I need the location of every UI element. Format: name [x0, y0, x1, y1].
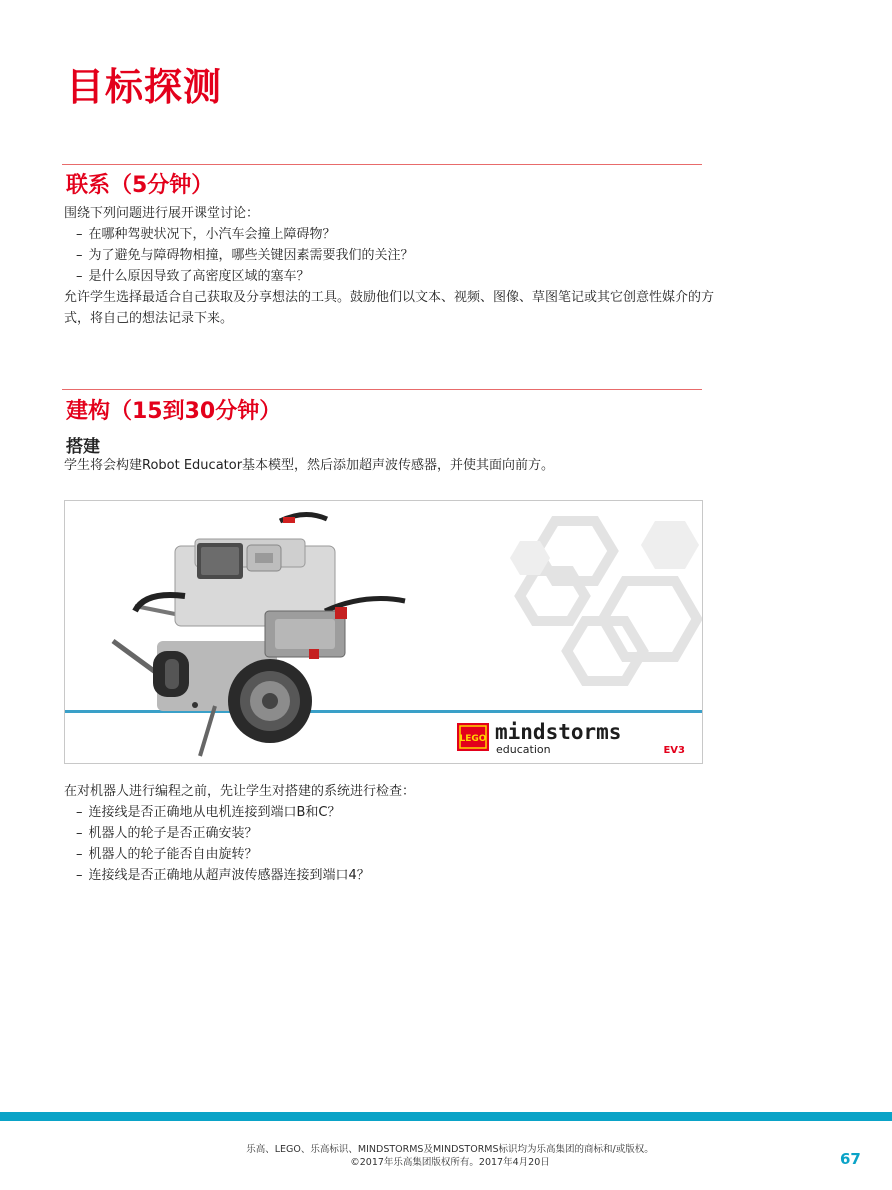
list-item: – 连接线是否正确地从电机连接到端口B和C？	[76, 805, 341, 820]
check-text: 机器人的轮子是否正确安装？	[88, 826, 258, 841]
check-text: 连接线是否正确地从超声波传感器连接到端口4？	[88, 868, 370, 883]
robot-illustration	[65, 501, 702, 763]
check-section-body	[64, 781, 714, 886]
connect-section-body	[64, 203, 714, 329]
list-item: – 机器人的轮子是否正确安装？	[76, 826, 258, 841]
list-item: – 在哪种驾驶状况下，小汽车会撞上障碍物？	[76, 227, 336, 242]
connect-question-list	[64, 224, 714, 287]
check-text: 机器人的轮子能否自由旋转？	[88, 847, 258, 862]
list-item: – 机器人的轮子能否自由旋转？	[76, 847, 258, 862]
check-intro: 在对机器人进行编程之前，先让学生对搭建的系统进行检查：	[64, 784, 416, 799]
footer-notice	[200, 1143, 700, 1169]
education-text: education	[496, 743, 551, 756]
connect-closing: 允许学生选择最适合自己获取及分享想法的工具。鼓励他们以文本、视频、图像、草图笔记或其它创意性媒介的方式，将自己的想法记录下来。	[64, 290, 715, 326]
lego-logo-text: LEGO	[459, 734, 487, 744]
construct-heading: 建构（15到30分钟）	[66, 399, 282, 424]
footer-bar	[0, 1112, 892, 1121]
robot-image	[64, 500, 703, 764]
question-text: 为了避免与障碍物相撞，哪些关键因素需要我们的关注？	[88, 248, 414, 263]
footer-trademark: 乐高、LEGO、乐高标识、MINDSTORMS及MINDSTORMS标识均为乐高集团的商标和/或版权。	[246, 1144, 654, 1155]
build-subheading: 搭建	[66, 437, 100, 457]
check-text: 连接线是否正确地从电机连接到端口B和C？	[88, 805, 341, 820]
list-item: – 是什么原因导致了高密度区域的塞车？	[76, 269, 310, 284]
list-item: – 为了避免与障碍物相撞，哪些关键因素需要我们的关注？	[76, 248, 414, 263]
question-text: 在哪种驾驶状况下，小汽车会撞上障碍物？	[88, 227, 336, 242]
list-item: – 连接线是否正确地从超声波传感器连接到端口4？	[76, 868, 370, 883]
section-divider	[62, 389, 702, 390]
ev3-text: EV3	[663, 745, 685, 756]
connect-intro: 围绕下列问题进行展开课堂讨论：	[64, 206, 260, 221]
section-divider	[62, 164, 702, 165]
mindstorms-wordmark: mindstorms	[495, 720, 622, 744]
footer-copyright: ©2017年乐高集团版权所有。2017年4月20日	[350, 1157, 550, 1168]
build-description: 学生将会构建Robot Educator基本模型，然后添加超声波传感器，并使其面向前方。	[64, 458, 555, 473]
question-text: 是什么原因导致了高密度区域的塞车？	[88, 269, 310, 284]
check-list	[64, 802, 714, 886]
page-title: 目标探测	[66, 65, 223, 109]
connect-heading: 联系（5分钟）	[66, 173, 214, 198]
page-number: 67	[840, 1150, 861, 1168]
